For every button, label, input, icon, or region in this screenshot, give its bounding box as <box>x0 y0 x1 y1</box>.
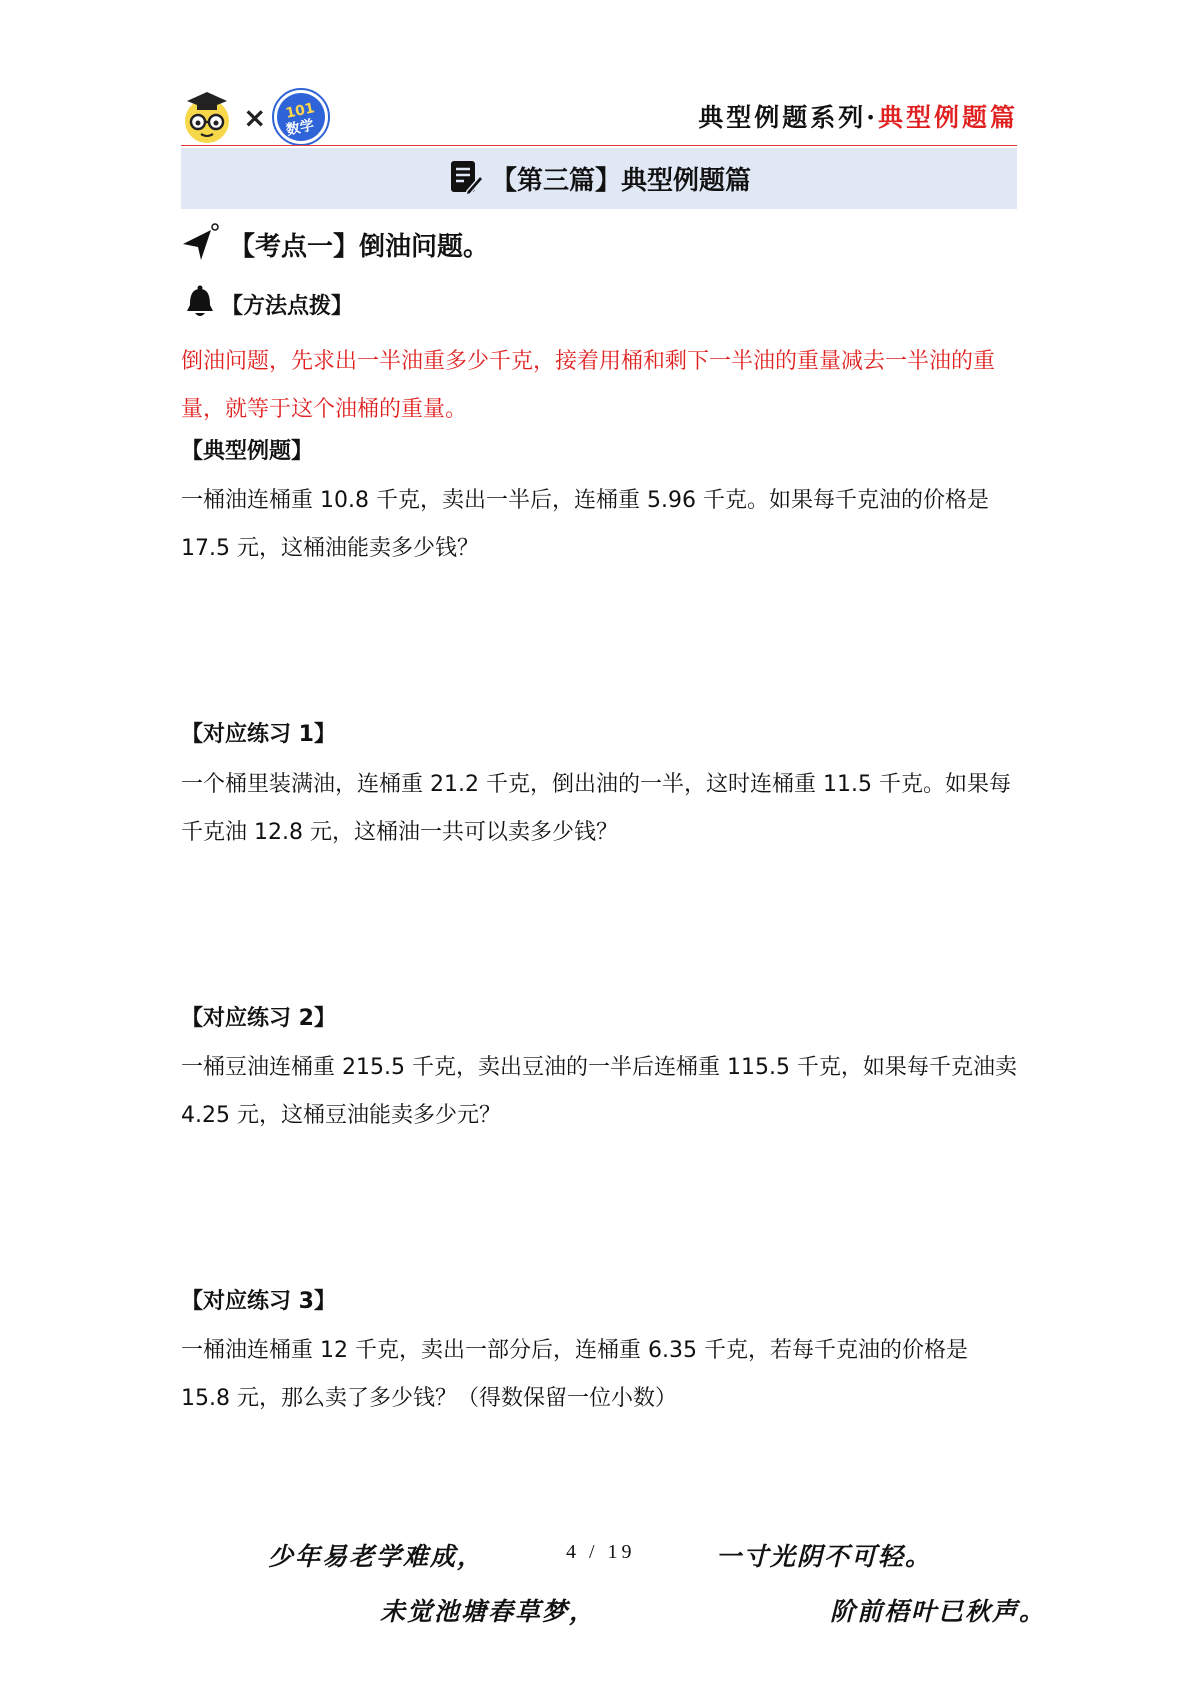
banner-title: 【第三篇】典型例题篇 <box>490 166 751 196</box>
poem-line-3: 未觉池塘春草梦， <box>380 1597 597 1626</box>
badge-number: 101 <box>284 100 317 122</box>
example-problem: 一桶油连桶重 10.8 千克，卖出一半后，连桶重 5.96 千克。如果每千克油的价格是 17.5 元，这桶油能卖多少钱？ <box>181 488 989 561</box>
practice1-label: 【对应练习 1】 <box>181 722 336 747</box>
mascot-logo-icon <box>181 89 233 145</box>
header-divider <box>181 145 1017 146</box>
poem-line-4: 阶前梧叶已秋声。 <box>830 1597 1047 1626</box>
math101-badge-icon <box>272 88 330 146</box>
practice1-problem: 一个桶里装满油，连桶重 21.2 千克，倒出油的一半，这时连桶重 11.5 千克。如果每千克油 12.8 元，这桶油一共可以卖多少钱？ <box>181 772 1011 845</box>
topic-heading <box>181 222 489 266</box>
series-title <box>698 98 1018 134</box>
poem-line-2: 一寸光阴不可轻。 <box>716 1542 933 1571</box>
navigation-arrow-icon <box>181 222 221 266</box>
method-heading <box>185 285 353 323</box>
badge-subject: 数学 <box>285 117 316 139</box>
practice3-problem: 一桶油连桶重 12 千克，卖出一部分后，连桶重 6.35 千克，若每千克油的价格是 15.8 元，那么卖了多少钱？（得数保留一位小数） <box>181 1338 968 1411</box>
topic-title: 【考点一】倒油问题。 <box>229 231 490 262</box>
method-text: 倒油问题，先求出一半油重多少千克，接着用桶和剩下一半油的重量减去一半油的重量，就等于这个油桶的重量。 <box>181 349 996 422</box>
notepad-pen-icon <box>447 158 485 200</box>
practice2-label: 【对应练习 2】 <box>181 1006 336 1031</box>
logo-cross: × <box>243 100 267 134</box>
method-title: 【方法点拨】 <box>221 293 354 319</box>
series-title-red: 典型例题篇 <box>877 103 1018 132</box>
poem-line-1: 少年易老学难成， <box>268 1542 485 1571</box>
practice3-label: 【对应练习 3】 <box>181 1289 336 1314</box>
page-number: 4 / 19 <box>566 1541 636 1563</box>
example-label: 【典型例题】 <box>181 439 314 464</box>
section-banner <box>181 148 1017 209</box>
practice2-problem: 一桶豆油连桶重 215.5 千克，卖出豆油的一半后连桶重 115.5 千克，如果每千克油卖 4.25 元，这桶豆油能卖多少元？ <box>181 1055 1017 1128</box>
logo-group <box>181 86 330 148</box>
series-title-black: 典型例题系列· <box>698 103 878 132</box>
bell-icon <box>185 285 215 323</box>
